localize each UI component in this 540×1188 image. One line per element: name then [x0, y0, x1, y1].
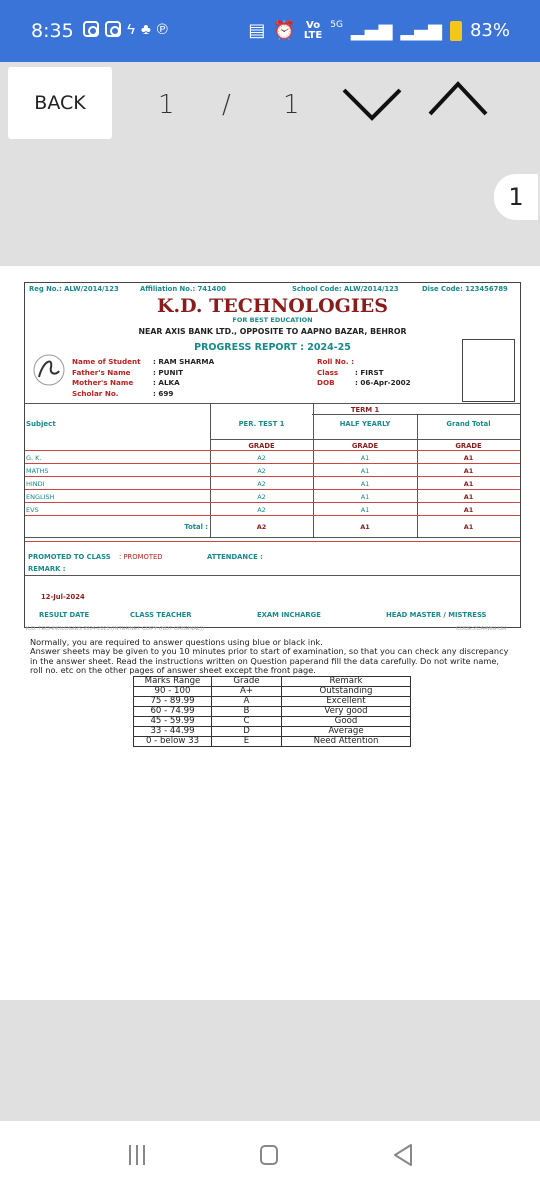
school-tagline: FOR BEST EDUCATION — [232, 316, 313, 324]
notification-icons — [83, 21, 168, 38]
student-values — [153, 357, 214, 399]
app-icon: ♣ — [140, 21, 151, 38]
subject-cell: G. K. — [26, 454, 42, 462]
progress-report — [24, 282, 521, 628]
grade-cell: A2 — [257, 480, 266, 488]
affiliation-no: Affiliation No.: 741400 — [140, 285, 226, 293]
total-grade-cell: A1 — [463, 523, 474, 531]
table-cell: Excellent — [282, 697, 411, 707]
table-cell: 75 - 89.99 — [134, 697, 212, 707]
table-top-line — [25, 403, 520, 404]
total-grade-cell: A1 — [360, 523, 370, 531]
school-code: School Code: ALW/2014/123 — [292, 285, 399, 293]
class-label: Class — [317, 367, 339, 377]
grade-cell: A2 — [257, 467, 266, 475]
table-header-row — [134, 677, 411, 687]
table-cell: 33 - 44.99 — [134, 727, 212, 737]
battery-icon — [450, 21, 462, 41]
instruction-line-1: Normally, you are required to answer questions using blue or black ink. — [30, 637, 323, 647]
row-divider — [25, 515, 520, 516]
table-cell: 60 - 74.99 — [134, 707, 212, 717]
table-row — [134, 737, 411, 747]
signal-icon-2: ▂▄▆ — [400, 20, 442, 41]
table-line — [312, 414, 520, 415]
remark-label: REMARK : — [28, 565, 66, 573]
grade-cell: A1 — [360, 467, 370, 475]
table-row — [134, 717, 411, 727]
mother-label: Mother's Name — [72, 378, 134, 387]
table-line — [210, 439, 520, 440]
table-row — [134, 687, 411, 697]
result-date-label: RESULT DATE — [39, 611, 90, 619]
scholar-label: Scholar No. — [72, 388, 119, 398]
table-cell: 0 - below 33 — [134, 737, 212, 747]
subject-cell: MATHS — [26, 467, 49, 475]
back-button[interactable]: BACK — [8, 67, 112, 139]
status-right — [248, 20, 510, 41]
attendance-label: ATTENDANCE : — [207, 553, 263, 561]
dob-label: DOB — [317, 378, 335, 387]
dise-code: Dise Code: 123456789 — [422, 285, 508, 293]
promoted-label: PROMOTED TO CLASS — [28, 553, 111, 561]
section-divider — [25, 541, 520, 542]
subject-cell: ENGLISH — [26, 493, 55, 501]
roll-class-labels — [317, 357, 354, 389]
row-divider — [25, 476, 520, 477]
current-page: 1 — [158, 90, 175, 120]
page-separator: / — [222, 90, 231, 120]
grade-cell: A2 — [257, 454, 266, 462]
chevron-up-icon[interactable] — [428, 78, 488, 118]
promoted-value: : PROMOTED — [119, 553, 163, 561]
instruction-line-2: Answer sheets may be given to you 10 minutes prior to start of examination, so that you can check any discrepancy in the answer sheet. Read the instructions written on Question paperand fill the data carefully. Do not write name, roll no. etc on the other pages of answer sheet except the front page. — [30, 646, 509, 675]
table-cell: 90 - 100 — [134, 687, 212, 697]
section-divider — [25, 575, 520, 576]
name-label: Name of Student — [72, 357, 141, 366]
reg-no: Reg No.: ALW/2014/123 — [29, 285, 119, 293]
half-yearly-header: HALF YEARLY — [339, 420, 391, 428]
table-cell: Outstanding — [282, 687, 411, 697]
subject-header: Subject — [26, 420, 56, 428]
report-title: PROGRESS REPORT : 2024-25 — [194, 342, 351, 353]
grade-cell: A2 — [257, 493, 266, 501]
table-bottom-line — [25, 537, 520, 538]
instructions — [30, 638, 514, 675]
grade-scale-table — [133, 676, 411, 747]
alarm-icon: ⏰ — [273, 20, 296, 41]
footer-code: CODE:2CA4WH-UH — [456, 626, 507, 632]
signal-icon: ▂▄▆ — [350, 20, 393, 41]
page-indicator-badge: 1 — [494, 174, 538, 220]
roll-class-values — [355, 368, 411, 389]
class-value: : FIRST — [355, 367, 384, 377]
system-nav-bar — [0, 1121, 540, 1188]
table-cell: Need Attention — [282, 737, 411, 747]
viewer-toolbar — [0, 62, 540, 142]
grade-cell: A1 — [360, 493, 370, 501]
table-cell: 45 - 59.99 — [134, 717, 212, 727]
column-header: Grade — [212, 677, 282, 687]
father-label: Father's Name — [72, 367, 131, 377]
instagram-icon-2 — [105, 21, 121, 37]
grade-cell: A1 — [463, 480, 474, 488]
bolt-icon: ϟ — [127, 21, 135, 38]
network-type: 5G — [330, 19, 343, 30]
table-cell: C — [212, 717, 282, 727]
school-address: NEAR AXIS BANK LTD., OPPOSITE TO AAPNO BAZAR, BEHROR — [138, 327, 407, 336]
grade-cell: A1 — [463, 454, 474, 462]
row-divider — [25, 489, 520, 490]
table-line — [25, 450, 520, 451]
home-icon[interactable] — [259, 1144, 279, 1166]
status-bar — [0, 0, 540, 62]
name-value: : RAM SHARMA — [153, 357, 215, 366]
table-cell: Good — [282, 717, 411, 727]
term-header: TERM 1 — [350, 406, 380, 414]
table-cell: A — [212, 697, 282, 707]
scholar-value: : 699 — [153, 388, 174, 398]
table-row — [134, 697, 411, 707]
student-labels — [72, 357, 141, 399]
grade-cell: A1 — [463, 467, 474, 475]
total-label: Total : — [184, 523, 208, 531]
exam-incharge-label: EXAM INCHARGE — [257, 611, 321, 619]
per-test-header: PER. TEST 1 — [238, 420, 285, 428]
grade-cell: A2 — [257, 506, 266, 514]
grade-cell: A1 — [463, 493, 474, 501]
footer-watermark: K.D. TECHNOLOGIES 2024-2025 (INTERNET COPY (NOT ORIGINAL)) — [26, 626, 204, 632]
table-cell: D — [212, 727, 282, 737]
father-value: : PUNIT — [153, 367, 184, 377]
grade-label: GRADE — [351, 442, 379, 450]
pinterest-icon: ℗ — [156, 21, 168, 38]
document-page — [0, 266, 540, 1000]
row-divider — [25, 502, 520, 503]
back-nav-icon[interactable] — [392, 1143, 414, 1167]
volte-icon: Vo LTE — [303, 19, 323, 41]
table-cell: Very good — [282, 707, 411, 717]
grade-cell: A1 — [360, 454, 370, 462]
school-logo — [29, 353, 69, 387]
table-cell: B — [212, 707, 282, 717]
class-teacher-label: CLASS TEACHER — [130, 611, 192, 619]
subject-cell: EVS — [26, 506, 39, 514]
grade-cell: A1 — [360, 480, 370, 488]
total-grade-cell: A2 — [256, 523, 267, 531]
grade-label: GRADE — [455, 442, 482, 450]
grand-total-header: Grand Total — [446, 420, 491, 428]
photo-box — [462, 339, 515, 402]
table-row — [134, 707, 411, 717]
subject-cell: HINDI — [26, 480, 45, 488]
chevron-down-icon[interactable] — [342, 82, 402, 122]
row-divider — [25, 463, 520, 464]
head-master-label: HEAD MASTER / MISTRESS — [386, 611, 487, 619]
battery-level: 83% — [469, 20, 510, 41]
recent-apps-icon[interactable] — [126, 1143, 148, 1167]
column-header: Remark — [282, 677, 411, 687]
grade-cell: A1 — [360, 506, 370, 514]
table-cell: Average — [282, 727, 411, 737]
status-time: 8:35 — [31, 20, 74, 42]
grade-cell: A1 — [463, 506, 474, 514]
table-cell: A+ — [212, 687, 282, 697]
message-icon: ▤ — [248, 20, 266, 41]
total-pages: 1 — [283, 90, 300, 120]
result-date-value: 12-Jul-2024 — [41, 593, 85, 601]
grade-label: GRADE — [248, 442, 275, 450]
roll-label: Roll No. : — [317, 357, 354, 366]
table-row — [134, 727, 411, 737]
table-cell: E — [212, 737, 282, 747]
school-name: K.D. TECHNOLOGIES — [157, 295, 388, 317]
mother-value: : ALKA — [153, 378, 180, 387]
column-header: Marks Range — [134, 677, 212, 687]
dob-value: : 06-Apr-2002 — [355, 378, 411, 387]
instagram-icon — [83, 21, 99, 37]
